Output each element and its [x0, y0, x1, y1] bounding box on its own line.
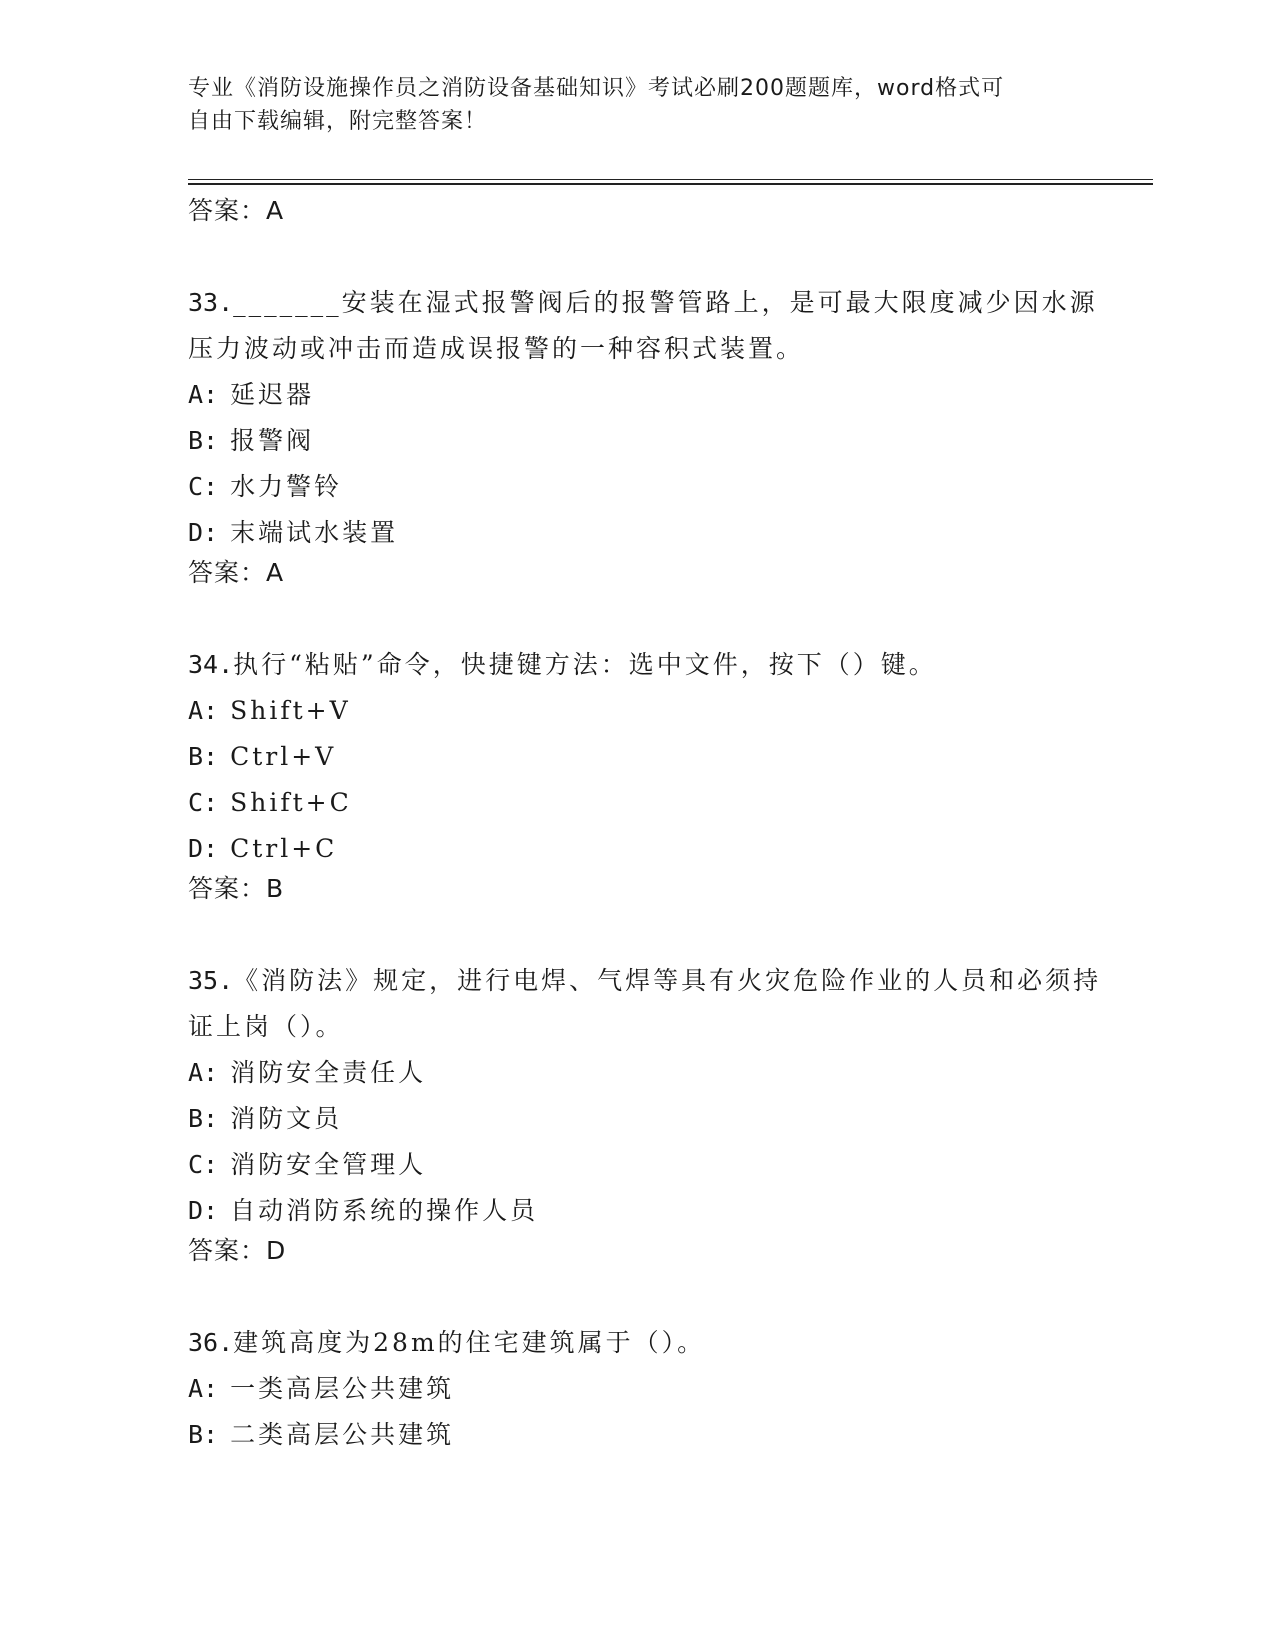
option-a [188, 1366, 1108, 1412]
option-text: 二类高层公共建筑 [230, 1420, 455, 1449]
option-key: A: [188, 380, 219, 409]
question-number: 35. [188, 966, 234, 995]
option-text: 延迟器 [230, 380, 315, 409]
option-key: B: [188, 426, 219, 455]
option-key: B: [188, 1420, 219, 1449]
question-text: 《消防法》规定，进行电焊、气焊等具有火灾危险作业的人员和必须持证上岗（）。 [188, 966, 1102, 1041]
document-header [188, 72, 1088, 138]
option-text: 水力警铃 [230, 472, 343, 501]
question-34 [188, 642, 1108, 906]
question-text: 建筑高度为28m的住宅建筑属于（）。 [233, 1328, 706, 1357]
option-c [188, 1142, 1108, 1188]
answer-label: 答案：B [188, 874, 285, 903]
option-text: Ctrl+V [230, 742, 337, 771]
option-a [188, 1050, 1108, 1096]
question-33 [188, 280, 1108, 590]
question-36 [188, 1320, 1108, 1458]
question-number: 36. [188, 1328, 234, 1357]
option-d [188, 826, 1108, 872]
header-divider-thick [188, 183, 1153, 185]
option-key: B: [188, 742, 219, 771]
option-text: 末端试水装置 [230, 518, 399, 547]
option-b [188, 1096, 1108, 1142]
question-number: 34. [188, 650, 234, 679]
question-number: 33. [188, 288, 234, 317]
option-a [188, 688, 1108, 734]
option-key: B: [188, 1104, 219, 1133]
question-list [188, 192, 1108, 1458]
option-key: A: [188, 1058, 219, 1087]
answer-label: 答案：A [188, 558, 285, 587]
answer-label: 答案：D [188, 1236, 287, 1265]
option-d [188, 1188, 1108, 1234]
option-text: Shift+C [230, 788, 352, 817]
option-b [188, 418, 1108, 464]
question-stem [188, 642, 1108, 688]
question-35 [188, 958, 1108, 1268]
header-line-2: 自由下载编辑，附完整答案！ [188, 109, 488, 134]
option-a [188, 372, 1108, 418]
option-key: D: [188, 518, 219, 547]
option-key: D: [188, 834, 219, 863]
option-text: 一类高层公共建筑 [230, 1374, 455, 1403]
option-c [188, 464, 1108, 510]
question-text: 执行“粘贴”命令，快捷键方法：选中文件，按下（）键。 [233, 650, 937, 679]
option-text: 消防安全责任人 [230, 1058, 427, 1087]
option-b [188, 734, 1108, 780]
header-divider-thin [188, 179, 1153, 180]
option-b [188, 1412, 1108, 1458]
option-text: 消防安全管理人 [230, 1150, 427, 1179]
option-key: C: [188, 472, 219, 501]
question-stem [188, 280, 1108, 372]
option-text: 消防文员 [230, 1104, 343, 1133]
question-stem [188, 958, 1108, 1050]
option-key: A: [188, 1374, 219, 1403]
header-line-1: 专业《消防设施操作员之消防设备基础知识》考试必刷200题题库，word格式可 [188, 76, 1005, 101]
option-key: D: [188, 1196, 219, 1225]
option-key: C: [188, 788, 219, 817]
option-text: 自动消防系统的操作人员 [230, 1196, 539, 1225]
option-key: C: [188, 1150, 219, 1179]
question-text: _______安装在湿式报警阀后的报警管路上，是可最大限度减少因水源压力波动或冲击而造成误报警的一种容积式装置。 [188, 288, 1098, 363]
question-stem [188, 1320, 1108, 1366]
answer-label: 答案：A [188, 196, 285, 225]
option-text: Shift+V [230, 696, 351, 725]
option-c [188, 780, 1108, 826]
option-d [188, 510, 1108, 556]
option-key: A: [188, 696, 219, 725]
option-text: Ctrl+C [230, 834, 338, 863]
option-text: 报警阀 [230, 426, 315, 455]
